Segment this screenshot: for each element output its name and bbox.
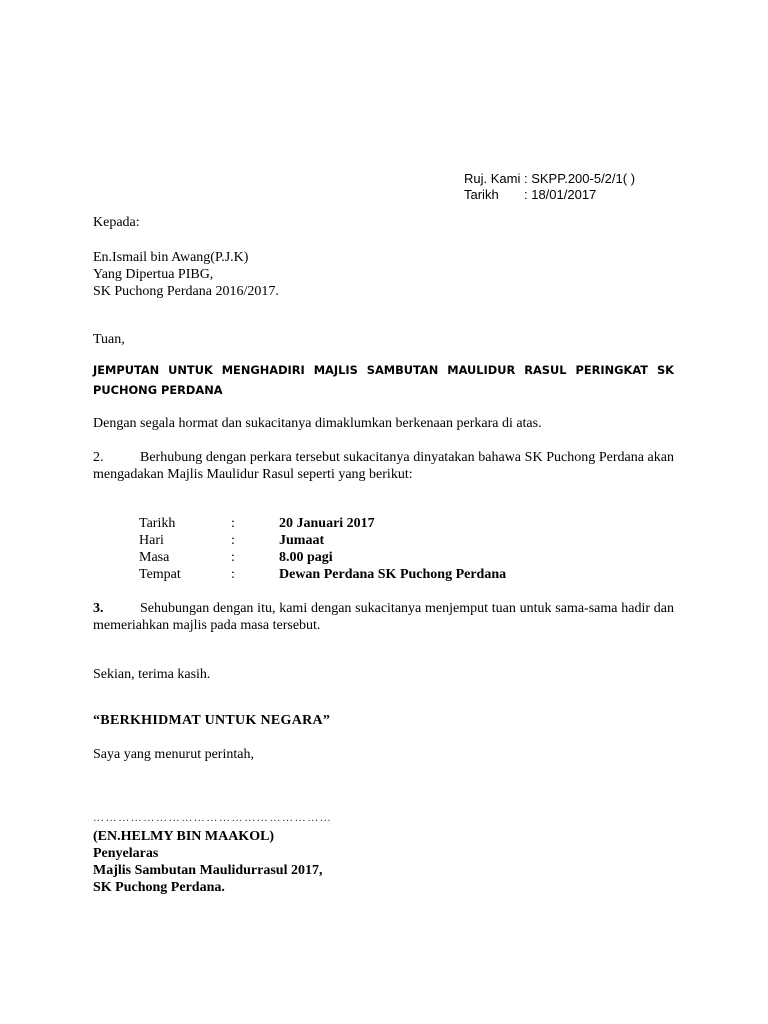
detail-label: Tempat bbox=[139, 567, 181, 582]
detail-label: Tarikh bbox=[139, 516, 176, 531]
motto: “BERKHIDMAT UNTUK NEGARA” bbox=[93, 713, 331, 728]
detail-colon: : bbox=[231, 533, 235, 548]
ruj-value: SKPP.200-5/2/1( ) bbox=[531, 171, 636, 186]
ruj-label: Ruj. Kami : bbox=[464, 171, 528, 186]
signatory-org: SK Puchong Perdana. bbox=[93, 880, 225, 895]
salutation: Tuan, bbox=[93, 332, 125, 347]
subject-heading: JEMPUTAN UNTUK MENGHADIRI MAJLIS SAMBUTAN MAULIDUR RASUL PERINGKAT SK PUCHONG PERDANA bbox=[93, 363, 674, 397]
recipient-line-1: En.Ismail bin Awang(P.J.K) bbox=[93, 250, 249, 265]
detail-value: Jumaat bbox=[279, 533, 325, 548]
signatory-role: Majlis Sambutan Maulidurrasul 2017, bbox=[93, 863, 323, 878]
paragraph-3-number: 3. bbox=[93, 601, 104, 616]
paragraph-2-number: 2. bbox=[93, 450, 104, 465]
closing-text: Sekian, terima kasih. bbox=[93, 667, 211, 682]
detail-colon: : bbox=[231, 567, 235, 582]
paragraph-3 bbox=[93, 600, 674, 634]
tarikh-value: : 18/01/2017 bbox=[524, 187, 597, 202]
signature-line: ………………………………………………… bbox=[93, 812, 333, 824]
recipient-line-2: Yang Dipertua PIBG, bbox=[93, 267, 214, 282]
paragraph-2-text: Berhubung dengan perkara tersebut sukacitanya dinyatakan bahawa SK Puchong Perdana akan mengadakan Majlis Maulidur Rasul seperti yang berikut: bbox=[93, 450, 674, 482]
order-line: Saya yang menurut perintah, bbox=[93, 747, 254, 762]
detail-value: Dewan Perdana SK Puchong Perdana bbox=[279, 567, 507, 582]
reference-tarikh bbox=[464, 187, 596, 203]
detail-value: 8.00 pagi bbox=[279, 550, 333, 565]
detail-label: Hari bbox=[139, 533, 164, 548]
signatory-name: (EN.HELMY BIN MAAKOL) bbox=[93, 829, 275, 844]
signatory-title: Penyelaras bbox=[93, 846, 159, 861]
paragraph-3-text: Sehubungan dengan itu, kami dengan sukacitanya menjemput tuan untuk sama-sama hadir dan memeriahkan majlis pada masa tersebut. bbox=[93, 601, 674, 633]
detail-colon: : bbox=[231, 516, 235, 531]
tarikh-label: Tarikh bbox=[464, 187, 499, 202]
detail-value: 20 Januari 2017 bbox=[279, 516, 375, 531]
recipient-line-3: SK Puchong Perdana 2016/2017. bbox=[93, 284, 279, 299]
kepada-label: Kepada: bbox=[93, 215, 140, 230]
reference-ruj bbox=[464, 171, 635, 187]
paragraph-2 bbox=[93, 449, 674, 483]
detail-colon: : bbox=[231, 550, 235, 565]
paragraph-1: Dengan segala hormat dan sukacitanya dimaklumkan berkenaan perkara di atas. bbox=[93, 416, 542, 431]
detail-label: Masa bbox=[139, 550, 170, 565]
